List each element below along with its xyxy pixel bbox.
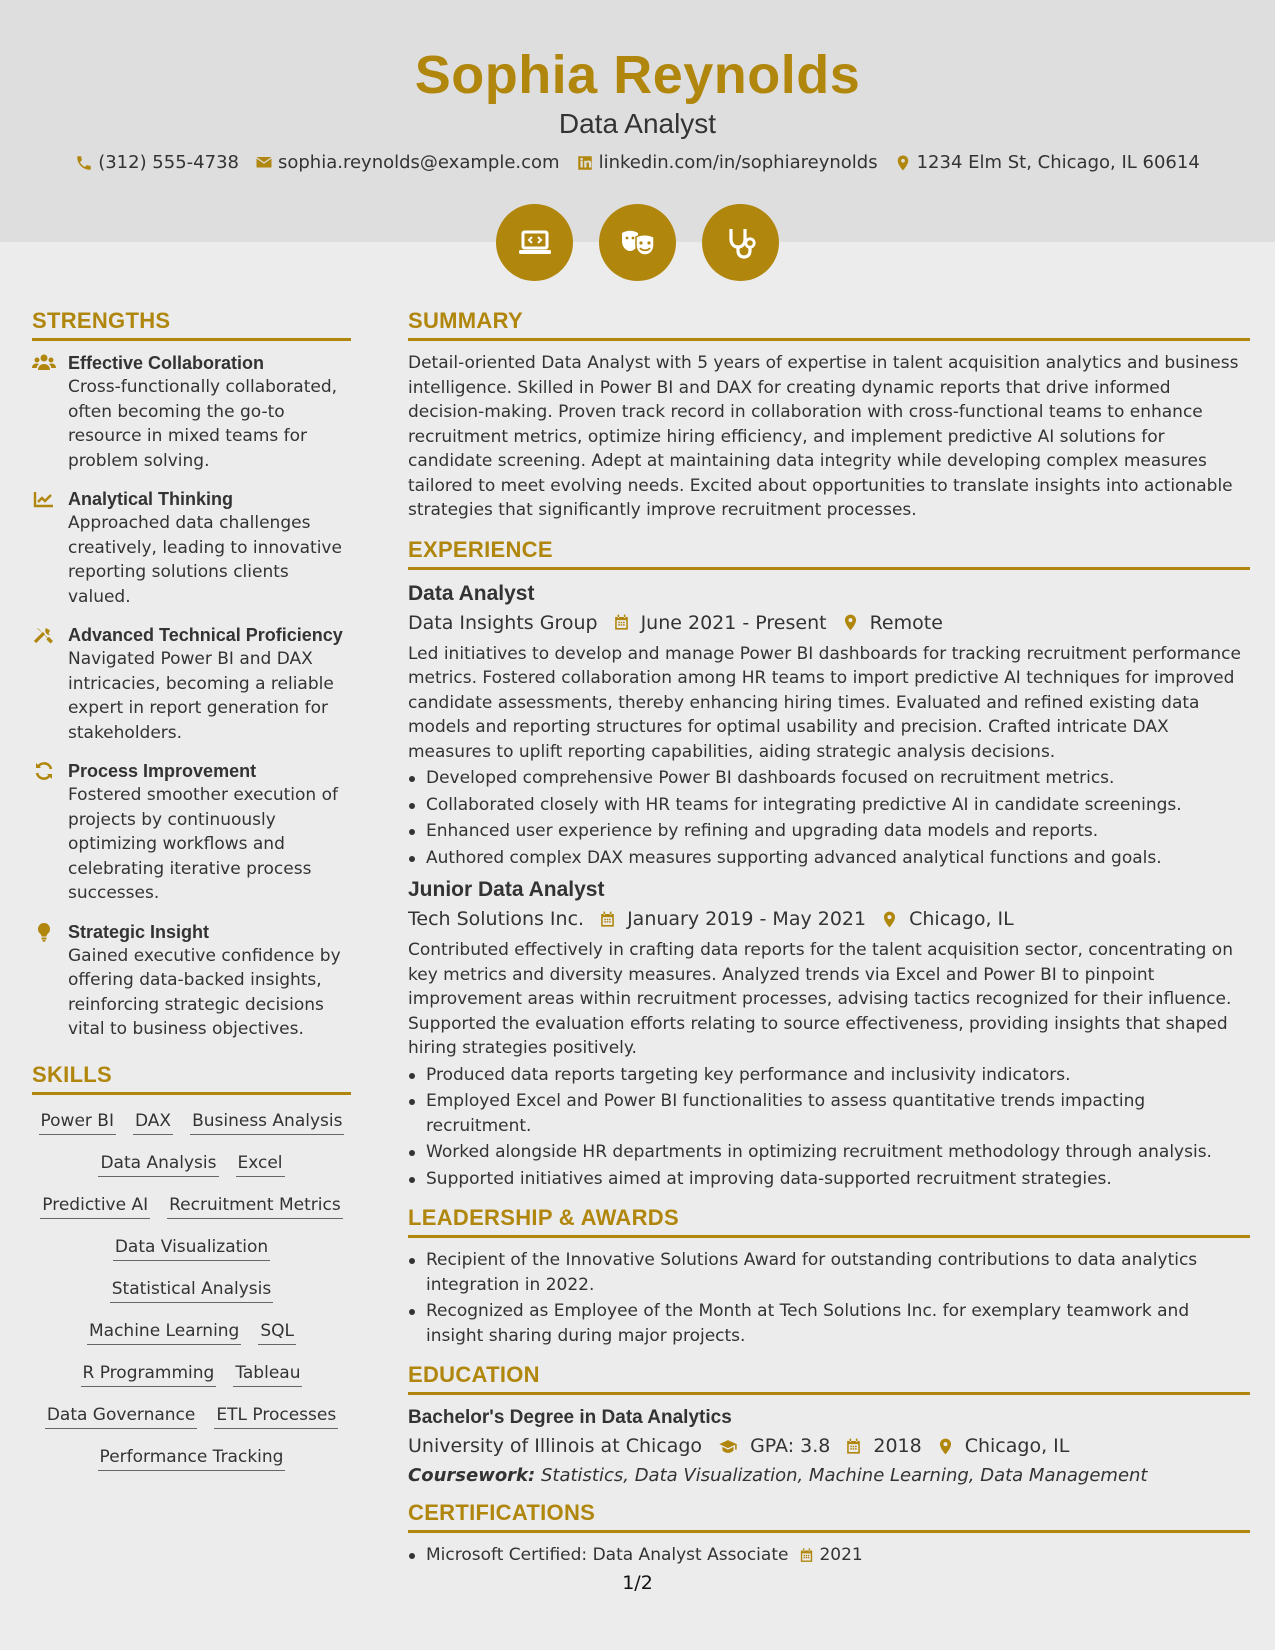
graduation-cap-icon xyxy=(716,1437,740,1456)
summary-heading: SUMMARY xyxy=(408,308,1250,341)
phone-text: (312) 555-4738 xyxy=(98,152,239,173)
coursework-text: Statistics, Data Visualization, Machine Learning, Data Management xyxy=(540,1465,1148,1486)
right-column xyxy=(408,308,1250,1570)
skills-heading: SKILLS xyxy=(32,1062,351,1095)
skill-tag: Data Governance xyxy=(45,1405,198,1429)
lightbulb-icon xyxy=(32,922,56,942)
coursework-label: Coursework: xyxy=(408,1465,536,1486)
list-item: Produced data reports targeting key performance and inclusivity indicators. xyxy=(408,1063,1250,1088)
job-title: Junior Data Analyst xyxy=(408,878,605,901)
linkedin-text: linkedin.com/in/sophiareynolds xyxy=(598,152,878,173)
strength-desc: Fostered smoother execution of projects by continuously optimizing workflows and celebrating iterative process successes. xyxy=(68,785,338,903)
strength-item xyxy=(32,623,351,745)
laptop-code-icon xyxy=(515,223,555,263)
list-item: Worked alongside HR departments in optimizing recruitment methodology through analysis. xyxy=(408,1140,1250,1165)
job-title: Data Analyst xyxy=(408,581,535,605)
strength-item xyxy=(32,759,351,906)
strength-title: Analytical Thinking xyxy=(68,489,234,509)
education-coursework xyxy=(408,1465,1250,1486)
skill-tag: Power BI xyxy=(39,1111,116,1135)
list-item: Recipient of the Innovative Solutions Award for outstanding contributions to data analytics integration in 2022. xyxy=(408,1248,1250,1297)
calendar-icon xyxy=(798,1547,815,1564)
address-text: 1234 Elm St, Chicago, IL 60614 xyxy=(916,152,1200,173)
interest-technology xyxy=(496,204,573,281)
job-meta xyxy=(408,612,1250,634)
skill-tag: Statistical Analysis xyxy=(110,1279,273,1303)
education-year: 2018 xyxy=(873,1435,922,1457)
job-location: Remote xyxy=(869,611,943,634)
job-dates: January 2019 - May 2021 xyxy=(627,908,867,930)
education-location: Chicago, IL xyxy=(964,1435,1070,1457)
linkedin-icon xyxy=(576,154,594,172)
strength-desc: Navigated Power BI and DAX intricacies, becoming a reliable expert in report generation for stakeholders. xyxy=(68,649,334,743)
envelope-icon xyxy=(255,154,273,172)
skill-tag: Data Analysis xyxy=(98,1153,218,1177)
job-dates: June 2021 - Present xyxy=(640,611,827,634)
strength-title: Effective Collaboration xyxy=(68,353,265,373)
education-school: University of Illinois at Chicago xyxy=(408,1435,703,1457)
contact-address xyxy=(894,152,1200,173)
summary-text: Detail-oriented Data Analyst with 5 years of expertise in talent acquisition analytics and business intelligence. Skilled in Power BI and DAX for creating dynamic reports that drive informed decision-making. Proven track record in collaboration with cross-functional teams to enhance recruitment metrics, optimize hiring efficiency, and implement predictive AI solutions for candidate screening. Adept at maintaining data integrity while developing complex measures tailored to meet evolving needs. Excited about opportunities to translate insights into actionable strategies that significantly improve recruitment processes. xyxy=(408,353,1239,520)
job-bullets xyxy=(408,766,1250,870)
certifications-heading: CERTIFICATIONS xyxy=(408,1500,1250,1533)
calendar-icon xyxy=(844,1437,863,1456)
experience-heading: EXPERIENCE xyxy=(408,537,1250,570)
strength-item xyxy=(32,487,351,609)
strength-desc: Gained executive confidence by offering data-backed insights, reinforcing strategic decisions vital to business objectives. xyxy=(68,945,341,1039)
certifications-list xyxy=(408,1543,1250,1568)
contact-bar xyxy=(0,152,1275,173)
job-location: Chicago, IL xyxy=(909,908,1014,930)
chart-line-icon xyxy=(32,489,56,509)
list-item: Employed Excel and Power BI functionalities to assess quantitative trends impacting recruitment. xyxy=(408,1089,1250,1138)
users-icon xyxy=(32,353,56,373)
map-marker-icon xyxy=(936,1437,955,1456)
calendar-icon xyxy=(612,613,631,632)
skill-tag: Machine Learning xyxy=(87,1321,241,1345)
interest-medicine xyxy=(702,204,779,281)
list-item: Supported initiatives aimed at improving data-supported recruitment strategies. xyxy=(408,1167,1250,1192)
certification-name: Microsoft Certified: Data Analyst Associate xyxy=(426,1545,789,1565)
contact-linkedin[interactable] xyxy=(576,152,878,173)
left-column xyxy=(32,308,351,1471)
page-indicator: 1/2 xyxy=(622,1572,653,1594)
skill-tag: DAX xyxy=(133,1111,173,1135)
job-entry xyxy=(408,580,1250,871)
strength-title: Process Improvement xyxy=(68,761,257,781)
list-item: Enhanced user experience by refining and upgrading data models and reports. xyxy=(408,819,1250,844)
map-marker-icon xyxy=(894,154,912,172)
job-description: Contributed effectively in crafting data reports for the talent acquisition sector, concentrating on key metrics and diversity measures. Analyzed trends via Excel and Power BI to pinpoint improvement areas within recruitment processes, advising tactics recognized for their influence. Supported the evaluation efforts relating to source effectiveness, providing insights that shaped hiring strategies positively. xyxy=(408,940,1233,1058)
education-degree: Bachelor's Degree in Data Analytics xyxy=(408,1407,732,1428)
skill-tag: Tableau xyxy=(233,1363,302,1387)
job-description: Led initiatives to develop and manage Power BI dashboards for tracking recruitment performance metrics. Fostered collaboration among HR teams to import predictive AI techniques for improved candidate assessments, thereby enhancing hiring times. Evaluated and refined existing data models and reporting structures for optimal usability and precision. Crafted intricate DAX measures to uplift reporting capabilities, aiding strategic analysis decisions. xyxy=(408,643,1241,762)
strength-desc: Cross-functionally collaborated, often becoming the go-to resource in mixed teams for problem solving. xyxy=(68,377,338,471)
list-item: Recognized as Employee of the Month at Tech Solutions Inc. for exemplary teamwork and insight sharing during major projects. xyxy=(408,1299,1250,1348)
calendar-icon xyxy=(598,910,617,929)
list-item: Developed comprehensive Power BI dashboards focused on recruitment metrics. xyxy=(408,766,1250,791)
interest-icons xyxy=(0,204,1275,281)
candidate-name: Sophia Reynolds xyxy=(414,45,861,105)
candidate-title: Data Analyst xyxy=(558,108,717,139)
job-bullets xyxy=(408,1063,1250,1192)
skill-tag: ETL Processes xyxy=(214,1405,338,1429)
skill-tag: Excel xyxy=(236,1153,285,1177)
skill-tag: Recruitment Metrics xyxy=(167,1195,343,1219)
education-heading: EDUCATION xyxy=(408,1362,1250,1395)
strengths-heading: STRENGTHS xyxy=(32,308,351,341)
theater-masks-icon xyxy=(618,223,658,263)
skill-tag: Performance Tracking xyxy=(98,1447,286,1471)
contact-phone[interactable] xyxy=(75,152,239,173)
certification-year: 2021 xyxy=(819,1545,863,1565)
leadership-list xyxy=(408,1248,1250,1348)
skill-tag: Business Analysis xyxy=(190,1111,344,1135)
map-marker-icon xyxy=(841,613,860,632)
skill-tag: Predictive AI xyxy=(40,1195,150,1219)
list-item: Collaborated closely with HR teams for integrating predictive AI in candidate screenings. xyxy=(408,793,1250,818)
email-text: sophia.reynolds@example.com xyxy=(277,152,560,173)
skill-tag: Data Visualization xyxy=(113,1237,270,1261)
phone-icon xyxy=(75,154,93,172)
job-company: Tech Solutions Inc. xyxy=(408,908,585,930)
job-entry xyxy=(408,876,1250,1191)
strength-desc: Approached data challenges creatively, leading to innovative reporting solutions clients valued. xyxy=(68,513,342,607)
job-company: Data Insights Group xyxy=(408,611,598,634)
sync-icon xyxy=(32,761,56,781)
job-meta xyxy=(408,908,1250,930)
list-item xyxy=(408,1543,1250,1568)
tools-icon xyxy=(32,625,56,645)
education-meta xyxy=(408,1435,1250,1457)
strength-item xyxy=(32,920,351,1042)
contact-email[interactable] xyxy=(255,152,560,173)
strength-title: Advanced Technical Proficiency xyxy=(68,625,343,645)
interest-theater xyxy=(599,204,676,281)
education-gpa: GPA: 3.8 xyxy=(750,1435,831,1457)
skill-tag: R Programming xyxy=(81,1363,217,1387)
skills-list xyxy=(32,1109,351,1471)
list-item: Authored complex DAX measures supporting advanced analytical functions and goals. xyxy=(408,846,1250,871)
stethoscope-icon xyxy=(721,223,761,263)
strength-title: Strategic Insight xyxy=(68,921,210,942)
skill-tag: SQL xyxy=(258,1321,296,1345)
map-marker-icon xyxy=(880,910,899,929)
leadership-heading: LEADERSHIP & AWARDS xyxy=(408,1205,1250,1238)
strength-item xyxy=(32,351,351,473)
